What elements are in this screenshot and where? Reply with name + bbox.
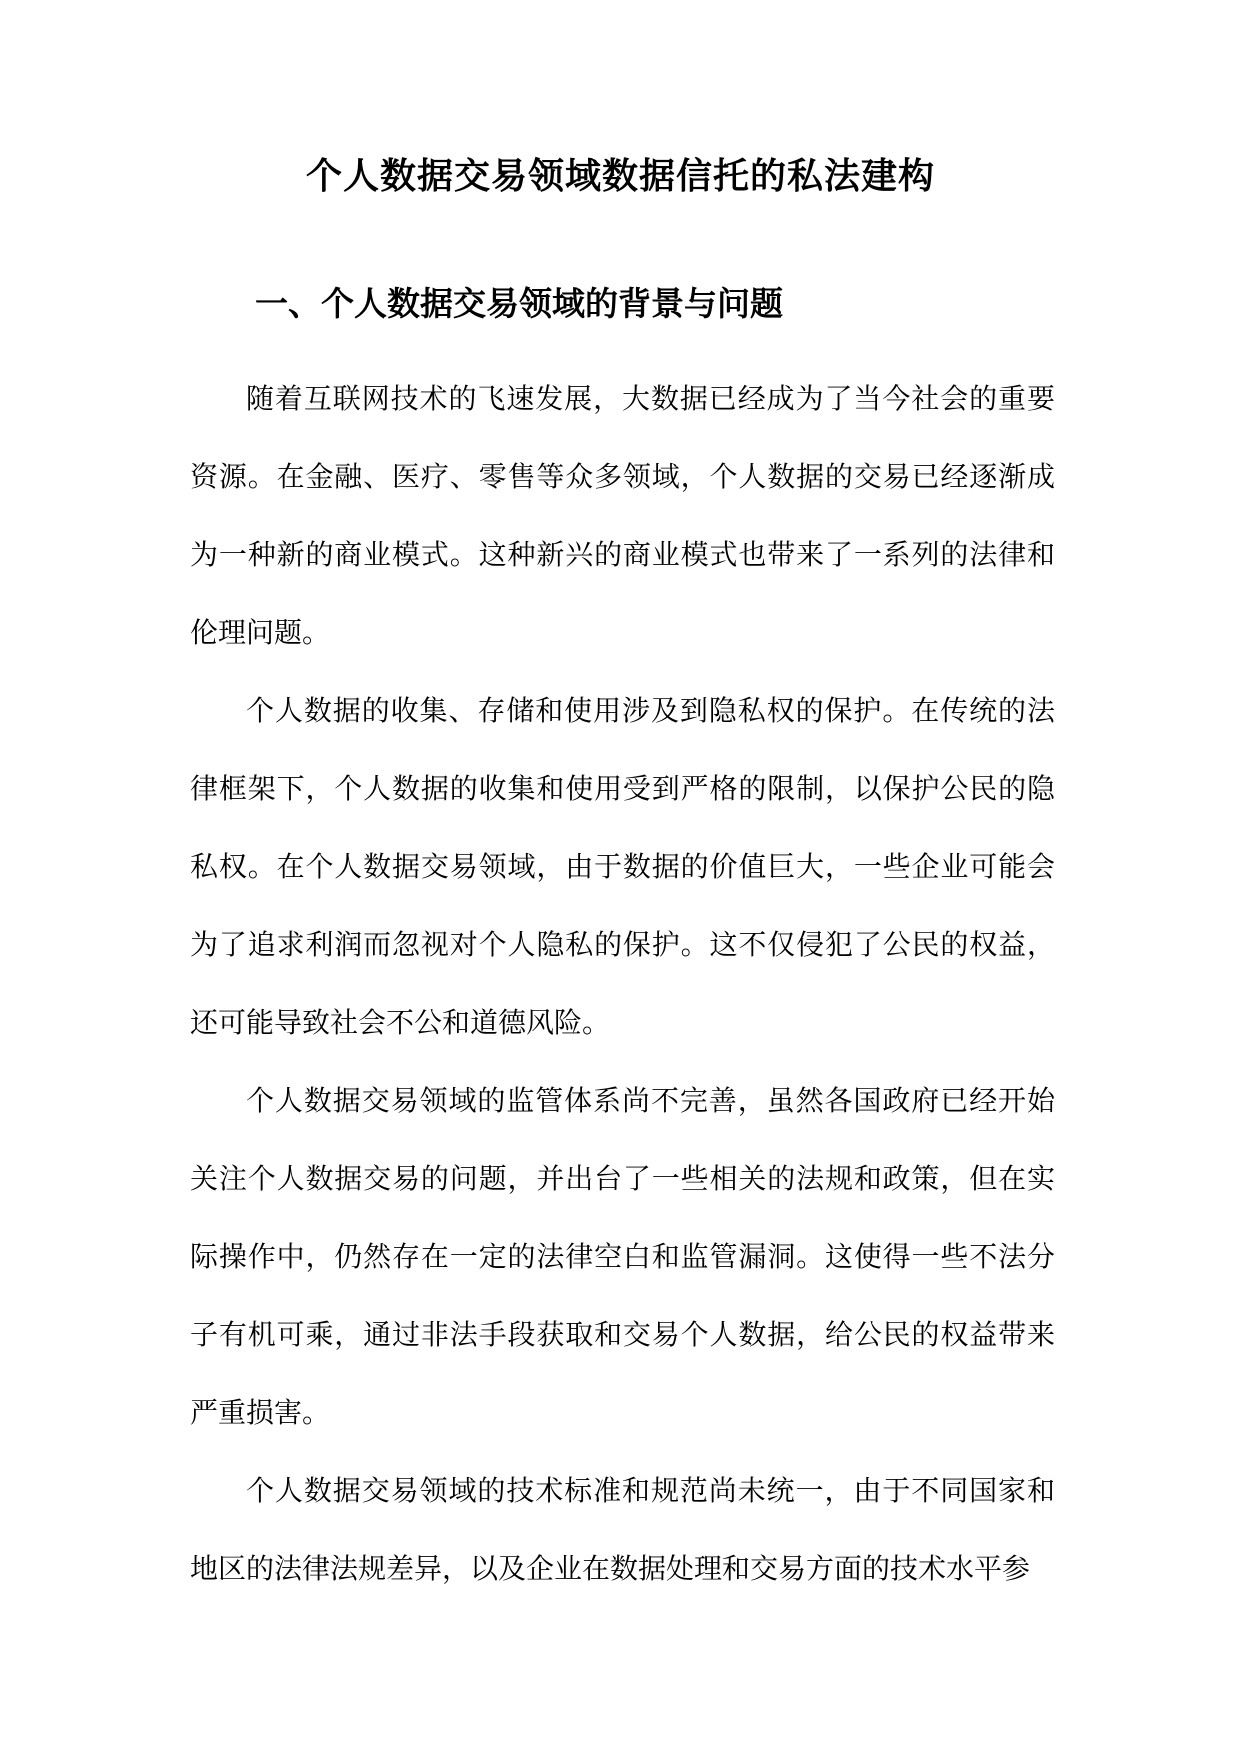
paragraph-3: 个人数据交易领域的监管体系尚不完善，虽然各国政府已经开始关注个人数据交易的问题，并出台了一些相关的法规和政策，但在实际操作中，仍然存在一定的法律空白和监管漏洞。这使得一些不法分子有机可乘，通过非法手段获取和交易个人数据，给公民的权益带来严重损害。 bbox=[190, 1084, 1055, 1429]
document-body bbox=[190, 360, 1055, 1608]
paragraph-2: 个人数据的收集、存储和使用涉及到隐私权的保护。在传统的法律框架下，个人数据的收集和使用受到严格的限制，以保护公民的隐私权。在个人数据交易领域，由于数据的价值巨大，一些企业可能会为了追求利润而忽视对个人隐私的保护。这不仅侵犯了公民的权益，还可能导致社会不公和道德风险。 bbox=[190, 694, 1055, 1039]
paragraph-1: 随着互联网技术的飞速发展，大数据已经成为了当今社会的重要资源。在金融、医疗、零售等众多领域，个人数据的交易已经逐渐成为一种新的商业模式。这种新兴的商业模式也带来了一系列的法律和伦理问题。 bbox=[190, 382, 1055, 649]
document-title: 个人数据交易领域数据信托的私法建构 bbox=[305, 155, 935, 197]
section-heading: 一、个人数据交易领域的背景与问题 bbox=[255, 284, 783, 323]
paragraph-4: 个人数据交易领域的技术标准和规范尚未统一，由于不同国家和地区的法律法规差异，以及企业在数据处理和交易方面的技术水平参 bbox=[190, 1474, 1055, 1585]
